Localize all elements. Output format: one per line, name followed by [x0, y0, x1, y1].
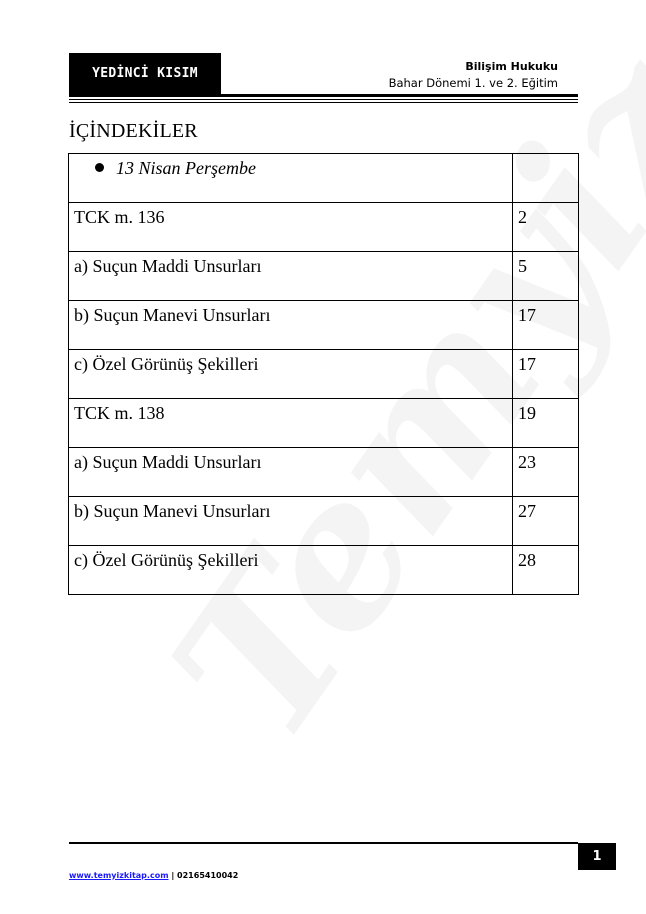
footer-separator: | [171, 871, 175, 880]
toc-row [69, 203, 579, 252]
toc-entry-title[interactable]: c) Özel Görünüş Şekilleri [69, 546, 513, 595]
course-title-block [389, 58, 558, 92]
toc-entry-title[interactable]: a) Suçun Maddi Unsurları [69, 252, 513, 301]
toc-entry-page: 23 [513, 448, 579, 497]
toc-entry-page: 28 [513, 546, 579, 595]
page-number: 1 [578, 843, 616, 870]
toc-entry-page [513, 154, 579, 203]
toc-row [69, 350, 579, 399]
toc-entry-title[interactable]: a) Suçun Maddi Unsurları [69, 448, 513, 497]
toc-row [69, 252, 579, 301]
bullet-icon [95, 163, 104, 172]
toc-entry-title[interactable]: 13 Nisan Perşembe [69, 154, 513, 203]
toc-table [68, 153, 579, 595]
toc-row [69, 154, 579, 203]
header-rule-thick [69, 94, 578, 97]
toc-row [69, 399, 579, 448]
toc-heading: İÇİNDEKİLER [69, 120, 198, 142]
toc-row [69, 546, 579, 595]
footer-contact [69, 871, 238, 880]
toc-entry-page: 19 [513, 399, 579, 448]
toc-entry-page: 5 [513, 252, 579, 301]
header-rule-thin [69, 99, 578, 100]
toc-entry-title[interactable]: TCK m. 138 [69, 399, 513, 448]
toc-entry-title[interactable]: b) Suçun Manevi Unsurları [69, 497, 513, 546]
toc-row [69, 448, 579, 497]
header-rule-thin-2 [69, 102, 578, 103]
toc-entry-page: 17 [513, 301, 579, 350]
course-name: Bilişim Hukuku [465, 60, 558, 73]
toc-entry-page: 17 [513, 350, 579, 399]
term-label: Bahar Dönemi 1. ve 2. Eğitim [388, 76, 558, 90]
section-label: YEDİNCİ KISIM [69, 53, 221, 94]
toc-row [69, 301, 579, 350]
toc-row [69, 497, 579, 546]
toc-entry-page: 27 [513, 497, 579, 546]
phone-number: 02165410042 [177, 871, 239, 880]
toc-entry-title[interactable]: TCK m. 136 [69, 203, 513, 252]
footer-rule [69, 842, 578, 844]
toc-entry-title[interactable]: c) Özel Görünüş Şekilleri [69, 350, 513, 399]
toc-entry-page: 2 [513, 203, 579, 252]
toc-entry-title[interactable]: b) Suçun Manevi Unsurları [69, 301, 513, 350]
website-link[interactable]: www.temyizkitap.com [69, 871, 169, 880]
